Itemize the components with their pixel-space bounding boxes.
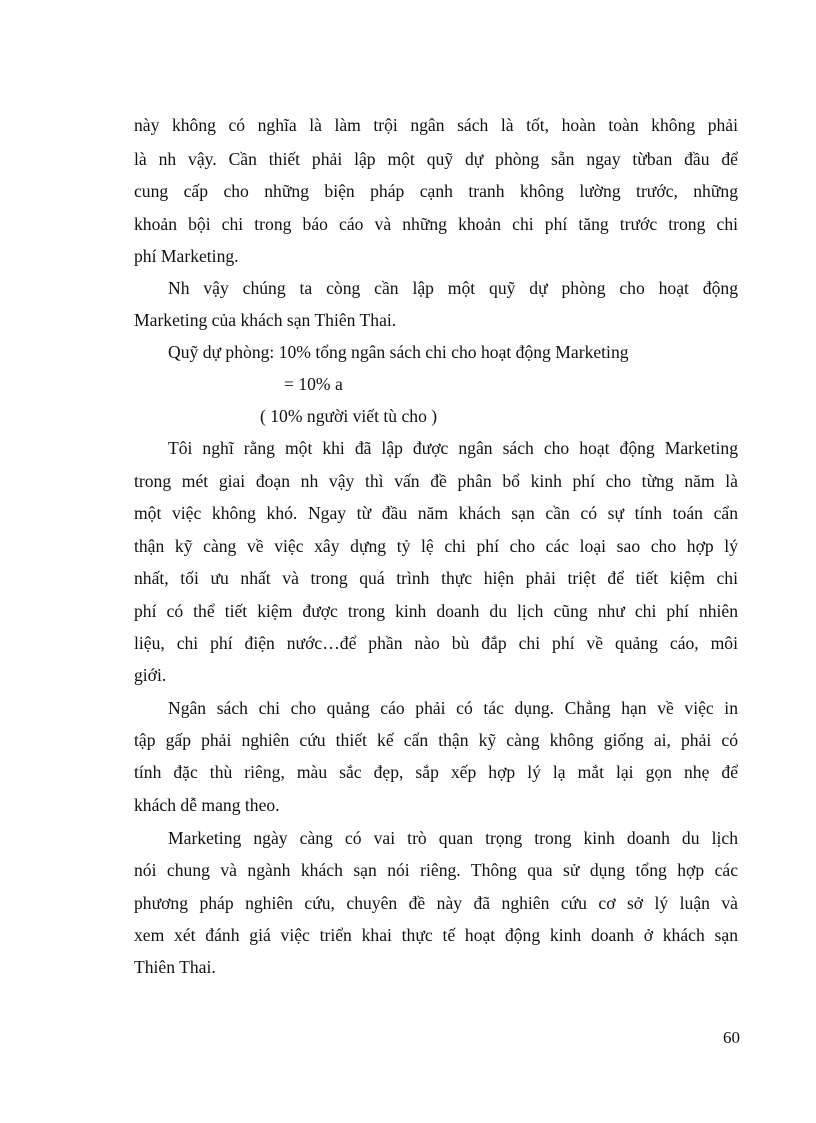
text-line-14: thận kỹ càng về việc xây dựng tỷ lệ chi phí cho các loại sao cho hợp lý <box>134 536 738 556</box>
text-line-3: cung cấp cho những biện pháp cạnh tranh không lường trước, những <box>134 181 738 201</box>
text-line-16: phí có thể tiết kiệm được trong kinh doanh du lịch cũng như chi phí nhiên <box>134 601 738 621</box>
text-line-26: xem xét đánh giá việc triển khai thực tế hoạt động kinh doanh ở khách sạn <box>134 925 738 945</box>
text-line-24: nói chung và ngành khách sạn nói riêng. Thông qua sử dụng tổng hợp các <box>134 860 738 880</box>
text-line-18: giới. <box>134 665 167 685</box>
text-line-13: một việc không khó. Ngay từ đầu năm khách sạn cần có sự tính toán cẩn <box>134 503 738 523</box>
text-line-20: tập gấp phải nghiên cứu thiết kế cẩn thận kỹ càng không giống ai, phải có <box>134 730 738 750</box>
formula-line-1: Quỹ dự phòng: 10% tổng ngân sách chi cho hoạt động Marketing <box>168 342 629 362</box>
text-line-4: khoản bội chi trong báo cáo và những khoản chi phí tăng trước trong chi <box>134 214 738 234</box>
text-line-21: tính đặc thù riêng, màu sắc đẹp, sắp xếp hợp lý lạ mắt lại gọn nhẹ để <box>134 762 738 782</box>
text-line-5: phí Marketing. <box>134 246 239 266</box>
text-line-11: Tôi nghĩ rằng một khi đã lập được ngân sách cho hoạt động Marketing <box>168 438 738 458</box>
text-line-12: trong mét giai đoạn nh vậy thì vấn đề phân bổ kinh phí cho từng năm là <box>134 471 738 491</box>
text-line-22: khách dễ mang theo. <box>134 795 280 815</box>
text-line-19: Ngân sách chi cho quảng cáo phải có tác dụng. Chẳng hạn về việc in <box>168 698 738 718</box>
text-line-1: này không có nghĩa là làm trội ngân sách là tốt, hoàn toàn không phải <box>134 115 738 135</box>
text-line-7: Marketing của khách sạn Thiên Thai. <box>134 310 397 330</box>
text-line-17: liệu, chi phí điện nước…để phần nào bù đắp chi phí về quảng cáo, môi <box>134 633 738 653</box>
formula-line-2: = 10% a <box>284 374 343 394</box>
formula-note: ( 10% người viết tù cho ) <box>260 406 438 426</box>
text-line-25: phương pháp nghiên cứu, chuyên đề này đã nghiên cứu cơ sở lý luận và <box>134 893 738 913</box>
text-line-15: nhất, tối ưu nhất và trong quá trình thực hiện phải triệt để tiết kiệm chi <box>134 568 738 588</box>
text-line-27: Thiên Thai. <box>134 957 216 977</box>
text-line-6: Nh vậy chúng ta còng cần lập một quỹ dự phòng cho hoạt động <box>168 278 738 298</box>
page-number: 60 <box>723 1028 740 1047</box>
text-line-23: Marketing ngày càng có vai trò quan trọng trong kinh doanh du lịch <box>168 828 738 848</box>
text-line-2: là nh vậy. Cần thiết phải lập một quỹ dự phòng sẵn ngay từban đầu để <box>134 149 738 169</box>
